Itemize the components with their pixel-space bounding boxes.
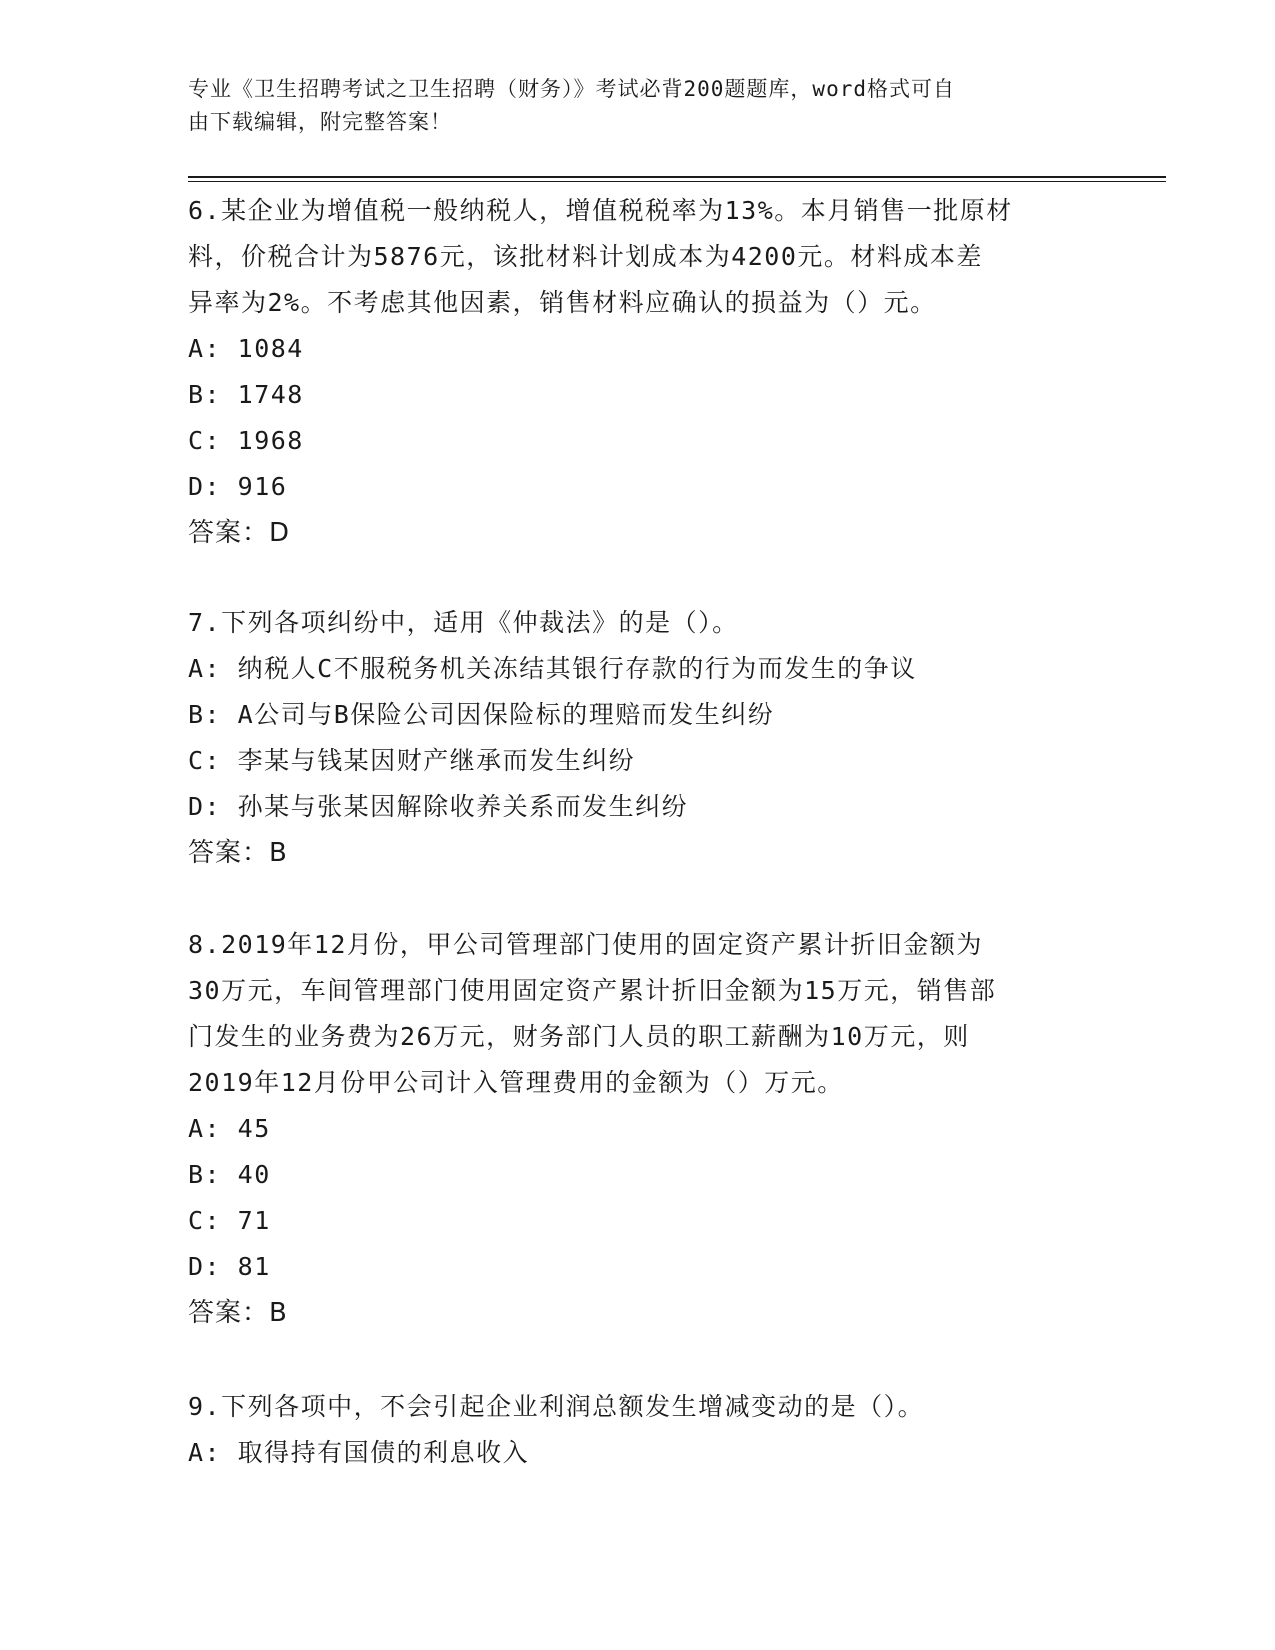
option-c: C: 李某与钱某因财产继承而发生纠纷	[188, 746, 636, 775]
option-c: C: 1968	[188, 426, 304, 455]
header-line-2: 由下载编辑，附完整答案！	[188, 110, 452, 134]
document-header	[188, 73, 1088, 139]
question-7	[188, 600, 1108, 876]
question-stem-line: 8.2019年12月份，甲公司管理部门使用的固定资产累计折旧金额为	[188, 930, 983, 959]
option-b: B: 40	[188, 1160, 271, 1189]
answer: 答案：B	[188, 1298, 288, 1328]
option-d: D: 916	[188, 472, 288, 501]
option-d: D: 81	[188, 1252, 271, 1281]
option-a: A: 45	[188, 1114, 271, 1143]
option-a: A: 纳税人C不服税务机关冻结其银行存款的行为而发生的争议	[188, 654, 917, 683]
question-stem-line: 9.下列各项中，不会引起企业利润总额发生增减变动的是（）。	[188, 1392, 925, 1421]
question-stem-line: 6.某企业为增值税一般纳税人，增值税税率为13%。本月销售一批原材	[188, 196, 1013, 225]
question-stem-line: 料，价税合计为5876元，该批材料计划成本为4200元。材料成本差	[188, 242, 983, 271]
header-divider-thin	[188, 181, 1166, 182]
answer: 答案：D	[188, 518, 291, 548]
question-8	[188, 922, 1108, 1336]
question-9	[188, 1384, 1108, 1476]
question-stem-line: 2019年12月份甲公司计入管理费用的金额为（）万元。	[188, 1068, 844, 1097]
option-a: A: 1084	[188, 334, 304, 363]
header-divider-thick	[188, 176, 1166, 178]
option-c: C: 71	[188, 1206, 271, 1235]
answer: 答案：B	[188, 838, 288, 868]
question-stem-line: 门发生的业务费为26万元，财务部门人员的职工薪酬为10万元，则	[188, 1022, 970, 1051]
question-stem-line: 30万元，车间管理部门使用固定资产累计折旧金额为15万元，销售部	[188, 976, 997, 1005]
question-stem-line: 7.下列各项纠纷中，适用《仲裁法》的是（）。	[188, 608, 739, 637]
question-6	[188, 188, 1108, 556]
question-stem-line: 异率为2%。不考虑其他因素，销售材料应确认的损益为（）元。	[188, 288, 937, 317]
option-b: B: 1748	[188, 380, 304, 409]
option-a: A: 取得持有国债的利息收入	[188, 1438, 530, 1467]
header-line-1: 专业《卫生招聘考试之卫生招聘（财务）》考试必背200题题库，word格式可自	[188, 77, 955, 101]
option-b: B: A公司与B保险公司因保险标的理赔而发生纠纷	[188, 700, 775, 729]
option-d: D: 孙某与张某因解除收养关系而发生纠纷	[188, 792, 689, 821]
